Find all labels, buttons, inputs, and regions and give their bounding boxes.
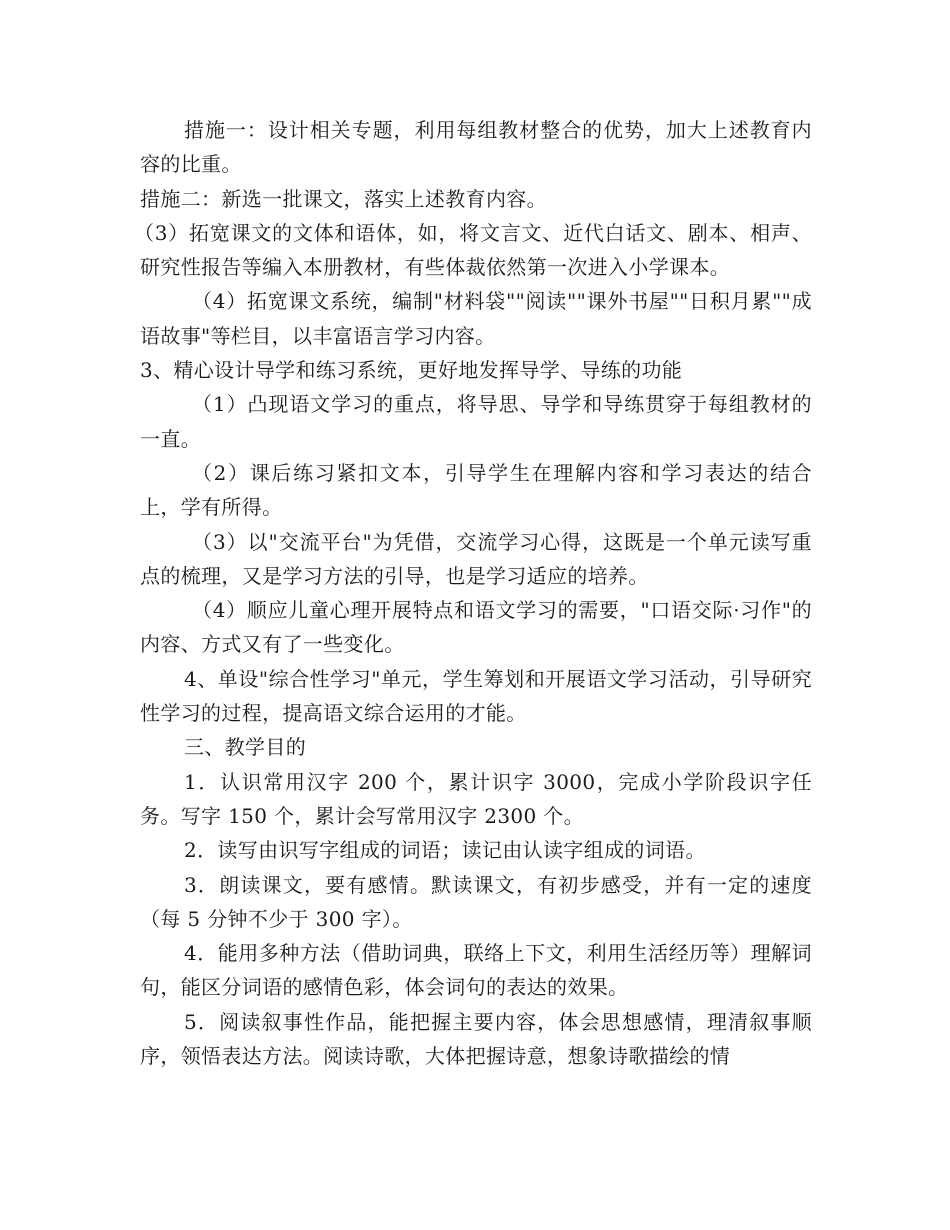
paragraph-item-3-platform: （3）以"交流平台"为凭借，交流学习心得，这既是一个单元读写重点的梳理，又是学习方法的引导，也是学习适应的培养。 — [140, 529, 812, 588]
document-body — [134, 113, 812, 1073]
paragraph-item-1-focus: （1）凸现语文学习的重点，将导思、导学和导练贯穿于每组教材的一直。 — [140, 392, 812, 451]
paragraph-measure-one: 措施一：设计相关专题，利用每组教材整合的优势，加大上述教育内容的比重。 — [140, 118, 812, 177]
goal-item-2: 2．读写由识写字组成的词语；读记由认读字组成的词语。 — [184, 838, 706, 863]
goal-item-3: 3．朗读课文，要有感情。默读课文，有初步感受，并有一定的速度（每 5 分钟不少于 300 字）。 — [140, 872, 812, 931]
goal-item-5: 5．阅读叙事性作品，能把握主要内容，体会思想感情，理清叙事顺序，领悟表达方法。阅读诗歌，大体把握诗意，想象诗歌描绘的情 — [140, 1009, 812, 1069]
paragraph-measure-two: 措施二：新选一批课文，落实上述教育内容。 — [140, 186, 547, 211]
paragraph-item-2-exercises: （2）课后练习紧扣文本，引导学生在理解内容和学习表达的结合上，学有所得。 — [140, 460, 812, 520]
goal-item-1: 1．认识常用汉字 200 个，累计识字 3000，完成小学阶段识字任务。写字 150 个，累计会写常用汉字 2300 个。 — [140, 769, 812, 828]
paragraph-item-4-psychology: （4）顺应儿童心理开展特点和语文学习的需要，"口语交际·习作"的内容、方式又有了一些变化。 — [140, 598, 812, 657]
paragraph-heading-3: 3、精心设计导学和练习系统，更好地发挥导学、导练的功能 — [140, 358, 683, 383]
paragraph-item-4-columns: （4）拓宽课文系统，编制"材料袋""阅读""课外书屋""日积月累""成语故事"等栏目，以丰富语言学习内容。 — [140, 289, 812, 348]
goal-item-4: 4．能用多种方法（借助词典，联络上下文，利用生活经历等）理解词句，能区分词语的感情色彩，体会词句的表达的效果。 — [140, 941, 812, 1000]
paragraph-item-3-genres: （3）拓宽课文的文体和语体，如，将文言文、近代白话文、剧本、相声、研究性报告等编入本册教材，有些体裁依然第一次进入小学课本。 — [134, 220, 812, 280]
section-title-teaching-goals: 三、教学目的 — [184, 735, 307, 760]
paragraph-heading-4: 4、单设"综合性学习"单元，学生筹划和开展语文学习活动，引导研究性学习的过程，提高语文综合运用的才能。 — [140, 666, 812, 726]
